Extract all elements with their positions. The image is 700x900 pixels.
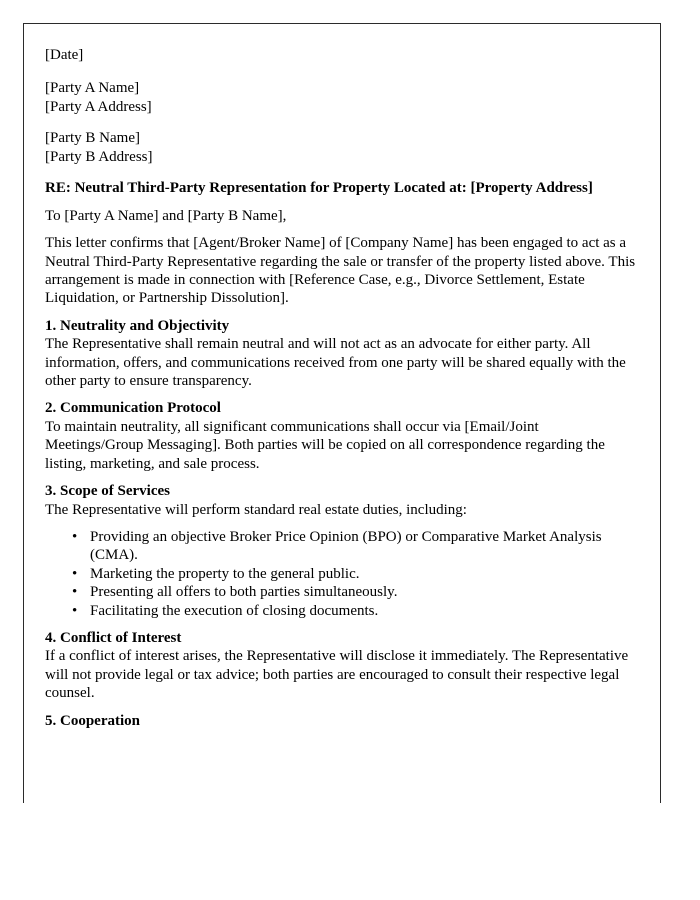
re-subject-line: RE: Neutral Third-Party Representation for Property Located at: [Property Address] [45, 180, 593, 197]
scope-of-services-list [45, 528, 636, 620]
section-body-4: If a conflict of interest arises, the Representative will disclose it immediately. The Representative will not provide legal or tax advice; both parties are encouraged to consult their respective legal counsel. [45, 648, 629, 702]
spacer [45, 116, 636, 129]
spacer [45, 473, 636, 482]
spacer [45, 519, 636, 528]
date-block [45, 46, 636, 64]
list-item [45, 528, 636, 565]
list-item-label: Providing an objective Broker Price Opinion (BPO) or Comparative Market Analysis (CMA). [90, 528, 602, 564]
list-item-label: Presenting all offers to both parties simultaneously. [90, 584, 398, 601]
bullet-icon: • [72, 565, 78, 582]
section-body-2: To maintain neutrality, all significant communications shall occur via [Email/Joint Meetings/Group Messaging]. Both parties will be copied on all correspondence regarding the listing, marketing, and sale process. [45, 418, 605, 472]
list-item-label: Facilitating the execution of closing documents. [90, 602, 379, 619]
section-body-3: The Representative will perform standard real estate duties, including: [45, 501, 467, 518]
salutation: To [Party A Name] and [Party B Name], [45, 207, 287, 224]
party-a-address: [Party A Address] [45, 98, 152, 115]
section-body-1: The Representative shall remain neutral and will not act as an advocate for either party. All information, offers, and communications received from one party will be shared equally with the other party to ensure transparency. [45, 336, 626, 390]
recipient-block-party-b [45, 129, 636, 166]
section-heading-5: 5. Cooperation [45, 712, 140, 729]
list-item [45, 602, 636, 620]
bullet-icon: • [72, 528, 78, 545]
spacer [45, 64, 636, 79]
document-page [23, 23, 661, 803]
document-body [45, 46, 636, 730]
spacer [45, 166, 636, 179]
party-b-address: [Party B Address] [45, 148, 153, 165]
recipient-block-party-a [45, 79, 636, 116]
party-b-name: [Party B Name] [45, 130, 140, 147]
section-heading-1: 1. Neutrality and Objectivity [45, 317, 230, 334]
spacer [45, 703, 636, 712]
spacer [45, 225, 636, 234]
list-item [45, 565, 636, 583]
bullet-icon: • [72, 584, 78, 601]
section-heading-3: 3. Scope of Services [45, 483, 170, 500]
list-item [45, 583, 636, 601]
spacer [45, 308, 636, 317]
bullet-icon: • [72, 602, 78, 619]
spacer [45, 620, 636, 629]
date-placeholder: [Date] [45, 47, 84, 63]
intro-paragraph: This letter confirms that [Agent/Broker Name] of [Company Name] has been engaged to act as a Neutral Third-Party Representative regarding the sale or transfer of the property listed above. This arrangement is made in connection with [Reference Case, e.g., Divorce Settlement, Estate Liquidation, or Partnership Dissolution]. [45, 235, 636, 307]
spacer [45, 390, 636, 399]
party-a-name: [Party A Name] [45, 80, 140, 97]
section-heading-2: 2. Communication Protocol [45, 400, 221, 417]
spacer [45, 198, 636, 207]
list-item-label: Marketing the property to the general public. [90, 565, 360, 582]
section-heading-4: 4. Conflict of Interest [45, 629, 182, 646]
